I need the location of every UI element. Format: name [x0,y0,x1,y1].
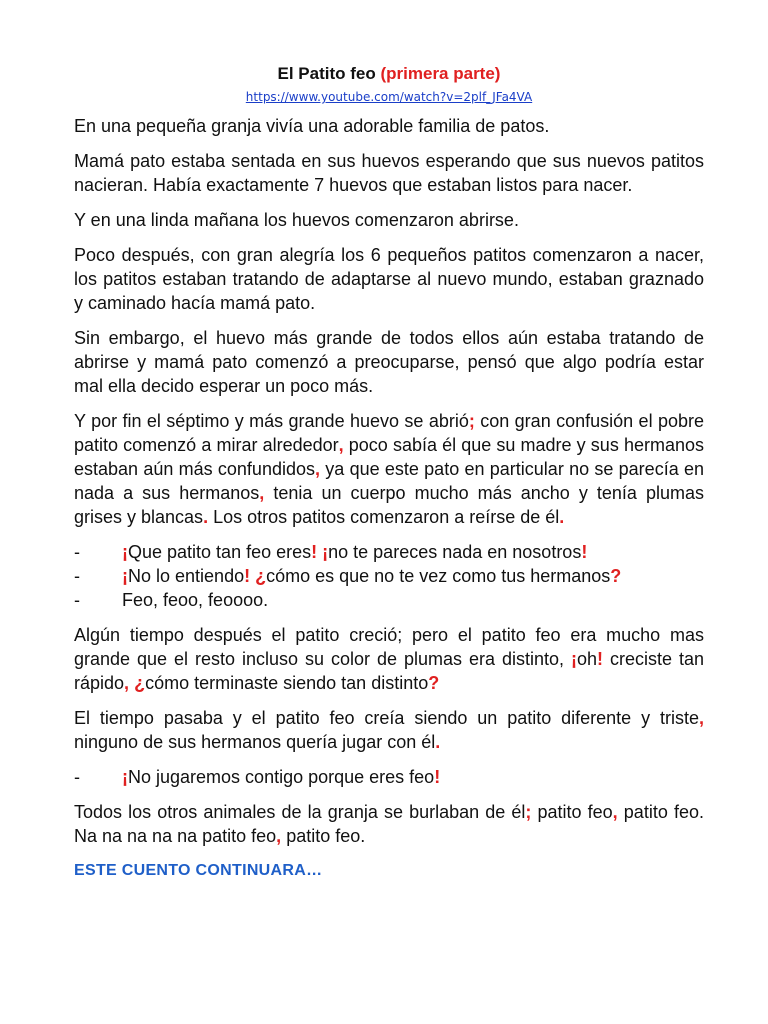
to-be-continued: ESTE CUENTO CONTINUARA… [74,862,323,879]
red-punct: ¿ [134,673,146,693]
red-punct: ¡ [570,649,577,669]
p6-text-a: Y por fin el séptimo y más grande huevo se abrió [74,411,469,431]
dialog-dash: - [74,542,80,562]
red-punct: , [612,802,618,822]
p7-text-a: Algún tiempo después el patito creció; pero el patito feo era mucho mas grande que el resto incluso su color de plumas era distinto, [74,625,704,669]
red-punct: ; [468,411,475,431]
red-punct: , [124,673,130,693]
p7-text-d: cómo terminaste siendo tan distinto [145,673,429,693]
story-title [74,64,704,84]
dialog-dash: - [74,566,80,586]
red-punct: , [315,459,321,479]
red-punct: ¡ [122,566,128,586]
paragraph-8 [74,706,704,754]
youtube-url[interactable]: https://www.youtube.com/watch?v=2plf_JFa4VA [245,90,533,104]
title-main: El Patito feo [277,64,376,83]
p7-text-c: creciste tan rápido [74,649,704,693]
dialog-text [122,765,440,789]
video-link[interactable] [74,90,704,104]
red-punct: ? [428,673,440,693]
document-page [74,64,704,880]
p7-text-b: oh [576,649,597,669]
p8-text-b: ninguno de sus hermanos quería jugar con él [74,732,436,752]
dialog-segment: No jugaremos contigo porque eres feo [128,767,435,787]
p9-text-a: Todos los otros animales de la granja se burlaban de él [74,802,526,822]
paragraph-4: Poco después, con gran alegría los 6 pequeños patitos comenzaron a nacer, los patitos estaban tratando de adaptarse al nuevo mundo, estaban graznado y caminado hacía mamá pato. [74,245,704,313]
red-punct: ! [597,649,603,669]
p9-text-e: patito feo. [281,826,366,846]
dialog-line [74,564,704,588]
paragraph-5: Sin embargo, el huevo más grande de todos ellos aún estaba tratando de abrirse y mamá pato comenzó a preocuparse, pensó que algo podría estar mal ella decido esperar un poco más. [74,328,704,396]
punct: . [698,802,704,822]
red-punct: ! [581,542,588,562]
paragraph-9 [74,800,704,848]
red-punct: ¡ [122,542,128,562]
red-punct: , [259,483,265,503]
dialog-text [122,564,621,588]
red-punct: ! [434,767,441,787]
dialog-list-1 [74,540,704,612]
red-punct: . [435,732,441,752]
dialog-line [74,540,704,564]
p8-text-a: El tiempo pasaba y el patito feo creía siendo un patito diferente y triste [74,708,699,728]
paragraph-1: En una pequeña granja vivía una adorable familia de patos. [74,116,550,136]
red-punct: , [276,826,282,846]
dialog-dash: - [74,767,80,787]
p6-text-b: con gran confusión el pobre patito comenzó a mirar alrededor [74,411,704,455]
title-part: (primera parte) [380,64,501,83]
dialog-segment: cómo es que no te vez como tus hermanos [266,566,611,586]
p6-text-e: tenia un cuerpo mucho más ancho y tenía plumas grises y blancas [74,483,705,527]
red-punct: ¡ [322,542,329,562]
red-punct: ! [311,542,318,562]
red-punct: , [698,708,704,728]
red-punct: ! [244,566,251,586]
red-punct: ? [610,566,622,586]
red-punct: . [203,507,209,527]
p9-text-b: patito feo [531,802,613,822]
red-punct: ; [525,802,532,822]
paragraph-6 [74,409,704,529]
p9-text-d: Na na na na na patito feo [74,826,277,846]
p6-text-c: poco sabía él que su madre y sus hermanos estaban aún más confundidos [74,435,704,479]
dialog-list-2 [74,765,704,789]
paragraph-2: Mamá pato estaba sentada en sus huevos esperando que sus nuevos patitos nacieran. Había exactamente 7 huevos que estaban listos para nacer. [74,151,704,195]
dialog-text: Feo, feoo, feoooo. [122,590,269,610]
p6-text-f: Los otros patitos comenzaron a reírse de él [208,507,560,527]
dialog-text [122,540,587,564]
dialog-segment: No lo entiendo [128,566,245,586]
red-punct: , [338,435,344,455]
paragraph-3: Y en una linda mañana los huevos comenzaron abrirse. [74,210,519,230]
dialog-segment: no te pareces nada en nosotros [328,542,582,562]
red-punct: ¡ [122,767,128,787]
red-punct: ¿ [255,566,267,586]
dialog-line [74,765,704,789]
dialog-dash: - [74,590,80,610]
p9-text-c: patito feo [617,802,699,822]
red-punct: . [559,507,565,527]
dialog-line [74,588,704,612]
paragraph-7 [74,623,704,695]
p6-text-d: ya que este pato en particular no se parecía en nada a sus hermanos [74,459,704,503]
dialog-segment: Que patito tan feo eres [128,542,312,562]
